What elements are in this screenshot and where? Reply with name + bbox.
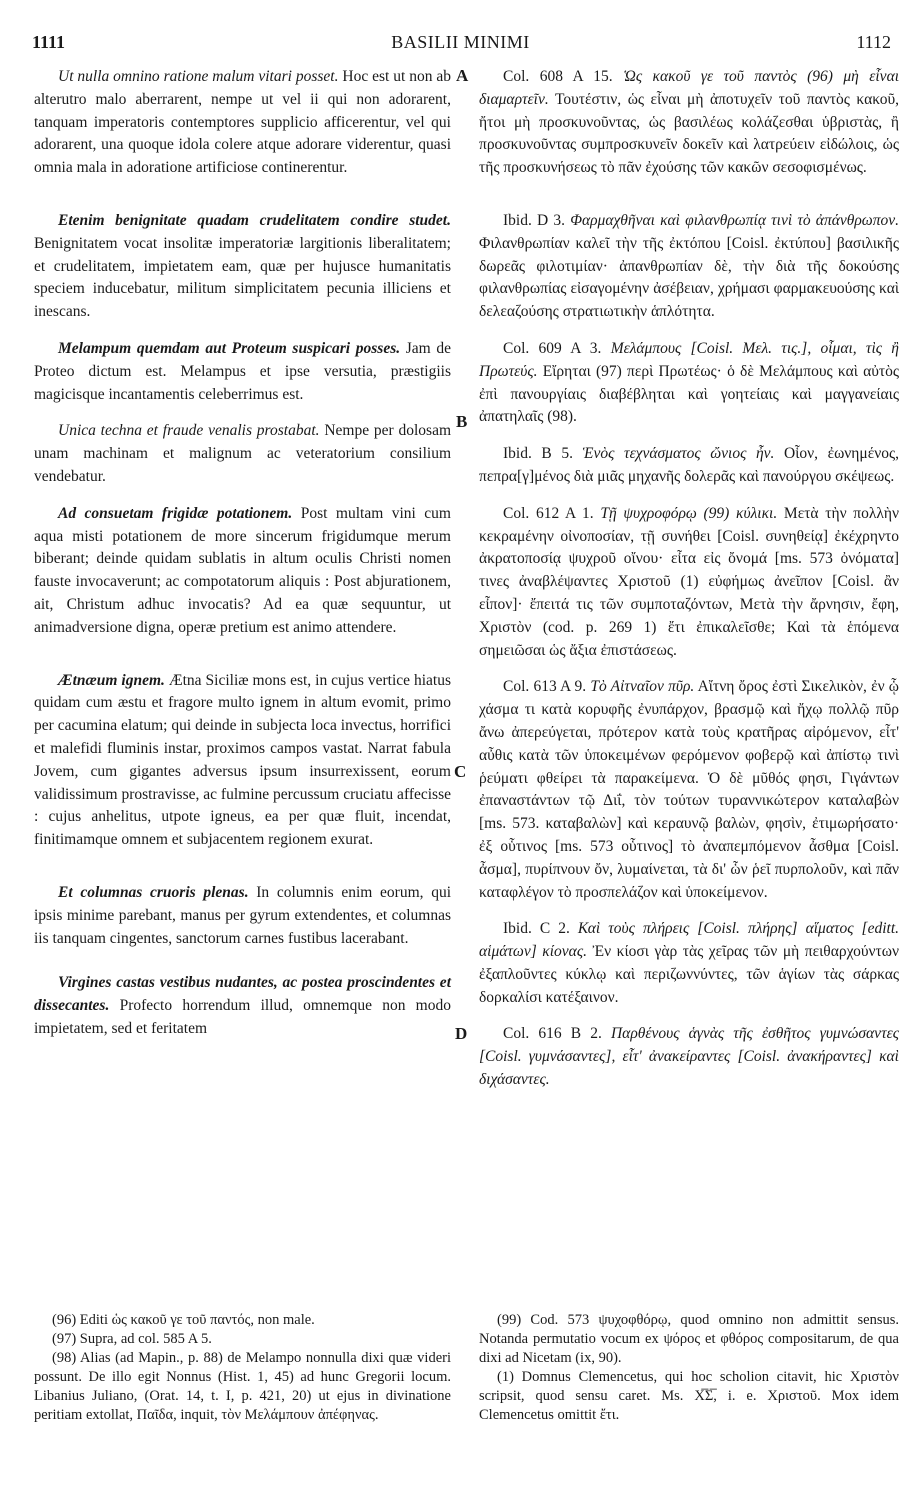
greek-lemma: Φαρμαχθῆναι καὶ φιλανθρωπίᾳ τινὶ τὸ ἀπάνθρωπον. (570, 211, 899, 229)
greek-text: Φιλανθρωπίαν καλεῖ τὴν τῆς ἐκτόπου [Coisl. ἐκτύπου] βασιλικῆς δωρεᾶς φιλοτιμίαν· ἀπανθρωπίαν δὲ, τὴν διὰ τῆς δοκούσης φιλανθρωπίας εἰσαγομένην ἀσέβειαν, χρήμασι φαρμακευούσης καὶ δελεαζούσης στρατιωτικὴν ἁπλότητα. (479, 234, 899, 321)
latin-text: Nempe per dolosam unam machinam et malignum ac veteratorium consilium vendebatur. (34, 422, 452, 485)
latin-entry (34, 420, 451, 488)
column-reference: Ibid. C 2. (503, 920, 570, 938)
latin-entry (34, 882, 451, 950)
column-reference: Ibid. B 5. (503, 445, 573, 463)
greek-column (479, 66, 899, 1092)
greek-entry (479, 676, 899, 904)
column-reference: Col. 609 A 3. (503, 339, 602, 357)
latin-entry (34, 66, 451, 180)
greek-lemma: Παρθένους ἁγνὰς τῆς ἐσθῆτος γυμνώσαντες [Coisl. γυμνάσαντες], εἶτ' ἀνακείραντες [Coisl. ἀνακήραντες] καὶ διχάσαντες. (479, 1025, 900, 1089)
greek-text: Αἴτνη ὄρος ἐστὶ Σικελικὸν, ἐν ᾧ χάσμα τι κατὰ κορυφῆς ἐνυπάρχον, βρασμῷ καὶ ἤχῳ πολλῷ πῦρ ἄνω ἀπερεύγεται, πρότερον κατὰ τοὺς κρατῆρας αἰρόμενον, εἶτ' αὖθις κατὰ τῶν ὑποκειμένων φερόμενον φοβερῷ καὶ ἀπίστῳ τινὶ ῥεύματι φθείρει τὰ παρακείμενα. Ὁ δὲ μῦθός φησι, Γιγάντων ἐπαναστάντων τῷ Διΐ, τὸν τούτων τυραννικώτερον καταλαβὼν [ms. 573. καταβαλὼν] καὶ κεραυνῷ βαλὼν, φησὶν, ἐτιμωρήσατο· ἐξ οὗτινος [ms. 573 οὗτινος] τὸ ἀναπεμπόμενον ἆσθμα [Coisl. ἆσμα], πυρίπνουν ὄν, λυμαίνεται, τὰ δι' ὧν ῥεῖ πυρπολοῦν, καὶ πᾶν καταφλέγον τὸ προσπελάζον καὶ ὑποκείμενον. (479, 678, 900, 901)
greek-entry (479, 443, 899, 489)
section-marker-c: C (454, 762, 467, 781)
latin-lemma: Ad consuetam frigidæ potationem. (58, 504, 293, 522)
footnotes-left (34, 1311, 451, 1425)
latin-entry (34, 503, 451, 640)
footnote: (96) Editi ὡς κακοῦ γε τοῦ παντός, non male. (52, 1312, 315, 1328)
latin-lemma: Etenim benignitate quadam crudelitatem condire studet. (58, 211, 451, 229)
latin-entry (34, 670, 451, 852)
latin-text: Post multam vini cum aqua misti potationem de more sincerum frigidumque merum biberant; deinde quidam sublatis in altum oculis Christi nomen fauste invocaverunt; ac compotatorum aliquis : Post abjurationem, ait, Christum adhuc invocatis? Ad ea quæ sequuntur, ut animadversione digna, operæ pretium est animo attendere. (34, 504, 451, 636)
greek-entry (479, 338, 899, 429)
greek-lemma: Ἑνὸς τεχνάσματος ὤνιος ἦν. (582, 445, 775, 463)
footnote: (97) Supra, ad col. 585 A 5. (52, 1331, 212, 1347)
greek-text: Μετὰ τὴν πολλὴν κεκραμένην οἰνοποσίαν, τῇ συνήθει [Coisl. συνηθείᾳ] ἐκέχρηντο ἀκρατοποσίᾳ ψυχροῦ οἴνου· εἶτα εἰς ὄνομά [ms. 573 ὀνόματα] τινες ἀναβλέψαντες Χριστοῦ (1) εὐφήμως ἀνεῖπον [Coisl. ἂν εἶπον]· ἔπειτά τις τῶν συμποταζόντων, Μετὰ τὴν ἄρνησιν, ἔφη, Χριστὸν (cod. p. 269 1) ἔτι ἐπικαλεῖσθε; Καὶ τὰ ἑπόμενα σημειῶσαι ὡς ἄξια ἐπιστάσεως. (479, 504, 899, 659)
column-reference: Col. 613 A 9. (503, 678, 587, 696)
section-marker-d: D (455, 1024, 468, 1043)
page-header (22, 32, 899, 54)
greek-entry (479, 503, 899, 663)
column-reference: Col. 616 B 2. (503, 1025, 602, 1043)
greek-entry (479, 66, 899, 180)
greek-entry (479, 210, 899, 324)
section-marker-b: B (456, 412, 468, 431)
greek-entry (479, 918, 899, 1009)
greek-lemma: Μελάμπους [Coisl. Μελ. τις.], οἶμαι, τὶς ἢ Πρωτεύς. (479, 339, 899, 380)
footnote: (98) Alias (ad Mapin., p. 88) de Melampo nonnulla dixi quæ videri possunt. De illo egit Nonnus (Hist. 1, 45) ad hunc Gregorii locum. Libanius Juliano, (Orat. 14, t. I, p. 421, 20) ut ejus in divinatione peritiam extollat, Παῖδα, inquit, τὸν Μελάμπουν ἀπέφηνας. (34, 1350, 451, 1423)
greek-lemma: Τὸ Αἰτναῖον πῦρ. (590, 678, 695, 696)
latin-text: Benignitatem vocat insolitæ imperatoriæ largitionis liberalitatem; et crudelitatem, impietatem eam, quæ per hujusce humanitatis speciem inducebatur, militum simplicitatem pecunia illiciens et inescans. (34, 234, 451, 321)
column-reference: Ibid. D 3. (503, 211, 566, 229)
latin-text: Jam de Proteo dictum est. Melampus et ipse versutia, præstigiis magicisque incantamentis celeberrimus est. (34, 339, 451, 403)
footnote: (1) Domnus Clemencetus, qui hoc scholion citavit, hic Χριστὸν scripsit, quod sensu caret. Ms. Χ̅Σ̅, i. e. Χριστοῦ. Mox idem Clemencetus omittit ἔτι. (479, 1369, 899, 1423)
greek-lemma: Ὡς κακοῦ γε τοῦ παντὸς (96) μὴ εἶναι διαμαρτεῖν. (479, 68, 900, 108)
latin-lemma: Ut nulla omnino ratione malum vitari posset. (58, 68, 339, 85)
greek-text: Τουτέστιν, ὡς εἶναι μὴ ἀποτυχεῖν τοῦ παντὸς κακοῦ, ἤτοι μὴ προσκυνοῦντας, ὡς βασιλέως κολάζεσθαι ὑβριστὰς, ἢ προσκυνοῦντας συμπροσκυνεῖν δοκεῖν καὶ λατρεύειν εἰδώλοις, ὡς τῆς προσκυνήσεως τὸ πᾶν ἐχούσης τῶν κακῶν σεσοφισμένως. (479, 90, 899, 177)
latin-entry (34, 972, 451, 1040)
left-page-number: 1111 (32, 32, 66, 52)
latin-lemma: Unica techna et fraude venalis prostabat. (58, 422, 320, 440)
latin-lemma: Virgines castas vestibus nudantes, ac postea proscindentes et dissecantes. (34, 974, 451, 1015)
latin-text: Ætna Siciliæ mons est, in cujus vertice hiatus quidam cum æstu et fragore multo ignem in altum evomit, primo per cacumina elatum; qui deinde in subjecta loca invectus, horrifici et malefidi fluminis instar, proximos campos vastat. Narrat fabula Jovem, cum gigantes adversus ipsum insurrexissent, eorum validissimum prostravisse, ac fulmine percussum cruciatu affecisse : cujus anhelitus, utpote igneus, ea per quæ fluit, incendat, finitimamque omnem et subjacentem regionem exurat. (34, 671, 451, 849)
column-reference: Col. 612 A 1. (503, 504, 594, 522)
latin-text: Hoc est ut non ab alterutro malo aberrarent, nempe ut vel ii qui non adorarent, tanquam imperatoris contemptores supplicio afficerentur, vel qui adorarent, una quoque idola colere atque adorare viderentur, quasi omnia mala in adoratione artificiose continerentur. (34, 68, 451, 177)
latin-entry (34, 338, 451, 406)
latin-lemma: Melampum quemdam aut Proteum suspicari posses. (58, 339, 401, 357)
greek-text: Ἐν κίοσι γὰρ τὰς χεῖρας τῶν μὴ πειθαρχούντων ἐξαπλοῦντες κύκλῳ καὶ περιζωννύντες, τῶν ἁγίων τὰς σάρκας δορκαλίσι κατέξαινον. (479, 943, 899, 1006)
greek-text: Εἴρηται (97) περὶ Πρωτέως· ὁ δὲ Μελάμπους καὶ αὐτὸς ἐπὶ πανουργίαις διαβέβληται καὶ γοητείαις καὶ μαγγανείαις ἀπατηλαῖς (98). (479, 362, 900, 426)
column-reference: Col. 608 A 15. (503, 68, 613, 85)
running-title: BASILII MINIMI (391, 32, 530, 52)
footnote: (99) Cod. 573 ψυχοφθόρῳ, quod omnino non admittit sensus. Notanda permutatio vocum ex ψόρος et φθόρος compositarum, de qua dixi ad Nicetam (ix, 90). (479, 1312, 899, 1366)
greek-lemma: Τῇ ψυχροφόρῳ (99) κύλικι. (600, 504, 778, 522)
latin-entry (34, 210, 451, 324)
latin-text: In columnis enim eorum, qui ipsis minime parebant, manus per gyrum extendentes, et columnas iis tanquam cingentes, sanctorum carnes fustibus lacerabant. (34, 883, 452, 947)
latin-column (34, 66, 451, 1041)
right-page-number: 1112 (856, 32, 891, 52)
greek-entry (479, 1023, 899, 1091)
latin-lemma: Ætnæum ignem. (58, 671, 165, 689)
greek-text: Οἷον, ἐωνημένος, πεπρα[γ]μένος διὰ μιᾶς μηχανῆς δολερᾶς καὶ πανούργου σκέψεως. (479, 445, 900, 485)
greek-lemma: Καὶ τοὺς πλήρεις [Coisl. πλήρης] αἵματος [editt. αἱμάτων] κίονας. (479, 920, 900, 961)
latin-text: Profecto horrendum illud, omnemque non modo impietatem, sed et feritatem (34, 997, 451, 1037)
footnotes-right (479, 1311, 899, 1425)
latin-lemma: Et columnas cruoris plenas. (58, 883, 249, 901)
section-marker-a: A (456, 66, 469, 85)
